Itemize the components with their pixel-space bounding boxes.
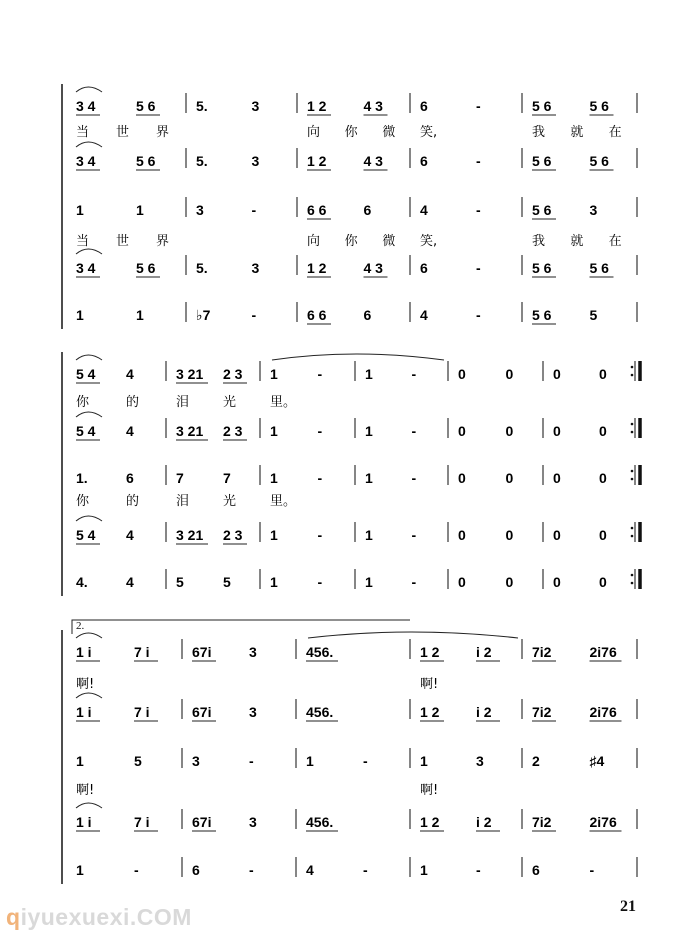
repeat-dot <box>631 478 634 481</box>
note-beat: - <box>251 307 257 323</box>
tie <box>308 632 518 638</box>
note-beat: 3 4 <box>76 260 96 276</box>
repeat-dot <box>631 527 634 530</box>
note-beat: 1 i <box>76 704 92 720</box>
note-beat: - <box>363 753 368 769</box>
note-beat: 1 2 <box>307 98 327 114</box>
lyric-syllable: 里。 <box>270 494 297 509</box>
note-beat: - <box>251 202 257 218</box>
slur <box>76 355 102 360</box>
note-beat: 0 <box>553 366 561 382</box>
lyric-syllable: 光 <box>223 395 237 410</box>
note-beat: 5 6 <box>532 153 552 169</box>
note-beat: 1 <box>76 307 84 323</box>
lyric-syllable: 当 <box>76 125 90 140</box>
note-beat: 2 3 <box>223 366 243 382</box>
lyric-syllable: 界 <box>156 125 170 140</box>
note-beat: 3 <box>476 753 484 769</box>
lyric-syllable: 向 <box>307 125 321 140</box>
staff-row <box>76 465 640 486</box>
note-beat: 456. <box>306 814 334 830</box>
note-beat: 0 <box>553 470 561 486</box>
score-system <box>62 84 637 329</box>
note-beat: 4 <box>126 574 134 590</box>
note-beat: 1 <box>270 527 278 543</box>
note-beat: 2 3 <box>223 423 243 439</box>
note-beat: 6 <box>420 260 428 276</box>
note-beat: 6 <box>363 307 372 323</box>
lyric-syllable: 的 <box>126 494 140 509</box>
staff-row <box>76 412 640 440</box>
note-beat: - <box>249 753 254 769</box>
note-beat: 5. <box>196 260 208 276</box>
note-beat: 1 <box>270 366 278 382</box>
note-beat: 3 <box>251 98 260 114</box>
note-beat: - <box>411 574 417 590</box>
note-beat: 4 3 <box>363 260 383 276</box>
staff-row <box>76 516 640 544</box>
note-beat: - <box>317 423 323 439</box>
volta-bracket <box>72 620 410 634</box>
lyric-syllable: 在 <box>608 234 622 249</box>
note-beat: 5. <box>196 98 208 114</box>
staff-row <box>76 355 640 383</box>
note-beat: 5 6 <box>136 153 156 169</box>
note-beat: 6 6 <box>307 307 327 323</box>
note-beat: 4 <box>420 202 428 218</box>
note-beat: - <box>411 470 417 486</box>
note-beat: 3 4 <box>76 98 96 114</box>
staff-row <box>76 693 637 721</box>
note-beat: 0 <box>458 574 466 590</box>
lyric-syllable: 微 <box>382 234 396 249</box>
note-beat: 6 <box>363 202 372 218</box>
note-beat: 0 <box>553 527 561 543</box>
note-beat: 3 <box>249 704 257 720</box>
note-beat: 5 <box>223 574 231 590</box>
note-beat: 3 21 <box>176 527 204 543</box>
repeat-dot <box>631 470 634 473</box>
note-beat: 1 <box>306 753 314 769</box>
note-beat: 1 2 <box>420 644 440 660</box>
lyric-syllable: 光 <box>223 494 237 509</box>
slur <box>76 516 102 521</box>
note-beat: 3 <box>196 202 204 218</box>
note-beat: 7 i <box>134 644 150 660</box>
lyric-syllable: 你 <box>76 395 90 410</box>
slur <box>76 412 102 417</box>
lyric-syllable: 泪 <box>176 494 190 509</box>
note-beat: 6 <box>420 153 428 169</box>
repeat-dot <box>631 366 634 369</box>
note-beat: - <box>476 98 481 114</box>
note-beat: 1 i <box>76 644 92 660</box>
note-beat: 5 6 <box>532 260 552 276</box>
note-beat: 0 <box>458 423 466 439</box>
note-beat: 5 6 <box>589 153 609 169</box>
note-beat: 5 6 <box>136 260 156 276</box>
slur <box>76 249 102 254</box>
note-beat: 7i2 <box>532 644 552 660</box>
lyric-syllable: 啊! <box>420 677 439 692</box>
lyric-syllable: 就 <box>570 234 584 249</box>
note-beat: 5 6 <box>532 98 552 114</box>
note-beat: i 2 <box>476 704 492 720</box>
note-beat: 1 <box>76 862 84 878</box>
lyric-syllable: 就 <box>570 125 584 140</box>
note-beat: - <box>476 862 481 878</box>
note-beat: 4 <box>420 307 428 323</box>
note-beat: 5 4 <box>76 423 96 439</box>
note-beat: 1 <box>136 307 144 323</box>
repeat-dot <box>631 582 634 585</box>
note-beat: 1 <box>136 202 144 218</box>
note-beat: 0 <box>599 470 607 486</box>
note-beat: 0 <box>458 366 466 382</box>
site-watermark: qiyuexuexi.COM <box>6 904 192 930</box>
lyric-syllable: 界 <box>156 234 170 249</box>
lyric-syllable: 我 <box>532 125 546 140</box>
note-beat: 1. <box>76 470 88 486</box>
note-beat: 2 <box>532 753 540 769</box>
note-beat: 67i <box>192 814 212 830</box>
note-beat: 3 21 <box>176 423 204 439</box>
slur <box>76 633 102 638</box>
lyric-syllable: 的 <box>126 395 140 410</box>
lyric-syllable: 啊! <box>420 783 439 798</box>
staff-row <box>76 249 637 277</box>
note-beat: 456. <box>306 704 334 720</box>
note-beat: 4 3 <box>363 98 383 114</box>
lyric-syllable: 啊! <box>76 677 95 692</box>
note-beat: 67i <box>192 704 212 720</box>
note-beat: 0 <box>505 527 514 543</box>
note-beat: 0 <box>505 470 514 486</box>
note-beat: 6 <box>532 862 540 878</box>
note-beat: 2 3 <box>223 527 243 543</box>
note-beat: 7 <box>176 470 184 486</box>
note-beat: 0 <box>505 366 514 382</box>
note-beat: - <box>589 862 595 878</box>
lyric-syllable: 微 <box>382 125 396 140</box>
repeat-dot <box>631 574 634 577</box>
note-beat: 7 i <box>134 704 150 720</box>
staff-row <box>76 803 637 831</box>
note-beat: 3 <box>192 753 200 769</box>
staff-row <box>76 857 637 878</box>
note-beat: 0 <box>599 574 607 590</box>
note-beat: 3 <box>249 644 257 660</box>
slur <box>76 142 102 147</box>
lyric-syllable: 你 <box>76 494 90 509</box>
note-beat: 67i <box>192 644 212 660</box>
lyric-syllable: 泪 <box>176 395 190 410</box>
note-beat: - <box>476 202 481 218</box>
note-beat: 1 <box>365 423 373 439</box>
note-beat: 3 4 <box>76 153 96 169</box>
slur <box>76 87 102 92</box>
note-beat: 1 <box>365 366 373 382</box>
lyric-syllable: 你 <box>344 125 358 140</box>
note-beat: - <box>317 574 323 590</box>
lyric-syllable: 在 <box>608 125 622 140</box>
note-beat: - <box>317 470 323 486</box>
note-beat: 0 <box>505 574 514 590</box>
note-beat: 5 <box>176 574 184 590</box>
note-beat: 5 6 <box>589 260 609 276</box>
note-beat: 1 i <box>76 814 92 830</box>
note-beat: 1 2 <box>307 153 327 169</box>
staff-row <box>76 87 637 115</box>
note-beat: 7i2 <box>532 704 552 720</box>
note-beat: - <box>411 423 417 439</box>
score-system <box>62 352 640 596</box>
note-beat: - <box>249 862 254 878</box>
staff-row <box>76 302 637 324</box>
note-beat: 1 2 <box>420 704 440 720</box>
second-ending-label: 2. <box>76 620 85 632</box>
note-beat: i 2 <box>476 644 492 660</box>
note-beat: 6 <box>126 470 134 486</box>
note-beat: - <box>134 862 139 878</box>
lyric-syllable: 世 <box>116 234 130 249</box>
note-beat: 1 <box>76 753 84 769</box>
note-beat: 2i76 <box>589 644 617 660</box>
note-beat: 0 <box>599 527 607 543</box>
note-beat: 1 2 <box>420 814 440 830</box>
note-beat: 4 <box>126 423 134 439</box>
note-beat: 1 <box>270 470 278 486</box>
note-beat: 1 <box>420 862 428 878</box>
note-beat: 4 3 <box>363 153 383 169</box>
note-beat: 2i76 <box>589 704 617 720</box>
note-beat: - <box>317 366 323 382</box>
note-beat: 4 <box>306 862 314 878</box>
note-beat: 1 2 <box>307 260 327 276</box>
note-beat: - <box>317 527 323 543</box>
note-beat: ♭7 <box>196 307 211 323</box>
note-beat: - <box>411 366 417 382</box>
lyric-syllable: 里。 <box>270 395 297 410</box>
staff-row <box>76 633 637 661</box>
note-beat: 2i76 <box>589 814 617 830</box>
note-beat: 3 <box>249 814 257 830</box>
note-beat: 4 <box>126 527 134 543</box>
note-beat: 0 <box>458 470 466 486</box>
note-beat: i 2 <box>476 814 492 830</box>
note-beat: 1 <box>270 574 278 590</box>
note-beat: 0 <box>599 423 607 439</box>
note-beat: - <box>476 153 481 169</box>
note-beat: 0 <box>599 366 607 382</box>
lyric-syllable: 世 <box>116 125 130 140</box>
note-beat: 5 4 <box>76 366 96 382</box>
note-beat: 1 <box>365 527 373 543</box>
note-beat: 5 6 <box>532 202 552 218</box>
note-beat: 3 <box>251 153 260 169</box>
note-beat: 0 <box>505 423 514 439</box>
note-beat: 5 4 <box>76 527 96 543</box>
note-beat: 1 <box>76 202 84 218</box>
lyric-syllable: 你 <box>344 234 358 249</box>
note-beat: 4. <box>76 574 88 590</box>
note-beat: 1 <box>420 753 428 769</box>
note-beat: 1 <box>270 423 278 439</box>
note-beat: 6 <box>420 98 428 114</box>
note-beat: 1 <box>365 470 373 486</box>
lyric-syllable: 啊! <box>76 783 95 798</box>
note-beat: 5 <box>134 753 142 769</box>
note-beat: 5 6 <box>136 98 156 114</box>
note-beat: ♯4 <box>589 753 605 769</box>
staff-row <box>76 569 640 590</box>
note-beat: 0 <box>458 527 466 543</box>
note-beat: 7i2 <box>532 814 552 830</box>
note-beat: 5. <box>196 153 208 169</box>
note-beat: 3 21 <box>176 366 204 382</box>
repeat-dot <box>631 374 634 377</box>
repeat-dot <box>631 535 634 538</box>
lyric-syllable: 当 <box>76 234 90 249</box>
lyric-syllable: 笑, <box>420 125 438 140</box>
lyric-syllable: 我 <box>532 234 546 249</box>
note-beat: 5 6 <box>589 98 609 114</box>
staff-row <box>76 197 637 219</box>
repeat-dot <box>631 423 634 426</box>
note-beat: 4 <box>126 366 134 382</box>
note-beat: - <box>363 862 368 878</box>
score-system <box>62 630 637 884</box>
note-beat: 7 i <box>134 814 150 830</box>
tie <box>272 354 444 360</box>
note-beat: 0 <box>553 574 561 590</box>
note-beat: - <box>476 260 481 276</box>
lyric-syllable: 向 <box>307 234 321 249</box>
note-beat: - <box>476 307 481 323</box>
lyric-syllable: 笑, <box>420 234 438 249</box>
slur <box>76 803 102 808</box>
staff-row <box>76 748 637 769</box>
page-number: 21 <box>620 898 636 915</box>
note-beat: 0 <box>553 423 561 439</box>
repeat-dot <box>631 431 634 434</box>
note-beat: 6 <box>192 862 200 878</box>
note-beat: 3 <box>251 260 260 276</box>
note-beat: 5 <box>589 307 598 323</box>
note-beat: 1 <box>365 574 373 590</box>
note-beat: 6 6 <box>307 202 327 218</box>
note-beat: 5 6 <box>532 307 552 323</box>
note-beat: 3 <box>589 202 598 218</box>
slur <box>76 693 102 698</box>
note-beat: 456. <box>306 644 334 660</box>
note-beat: - <box>411 527 417 543</box>
note-beat: 7 <box>223 470 231 486</box>
staff-row <box>76 142 637 170</box>
